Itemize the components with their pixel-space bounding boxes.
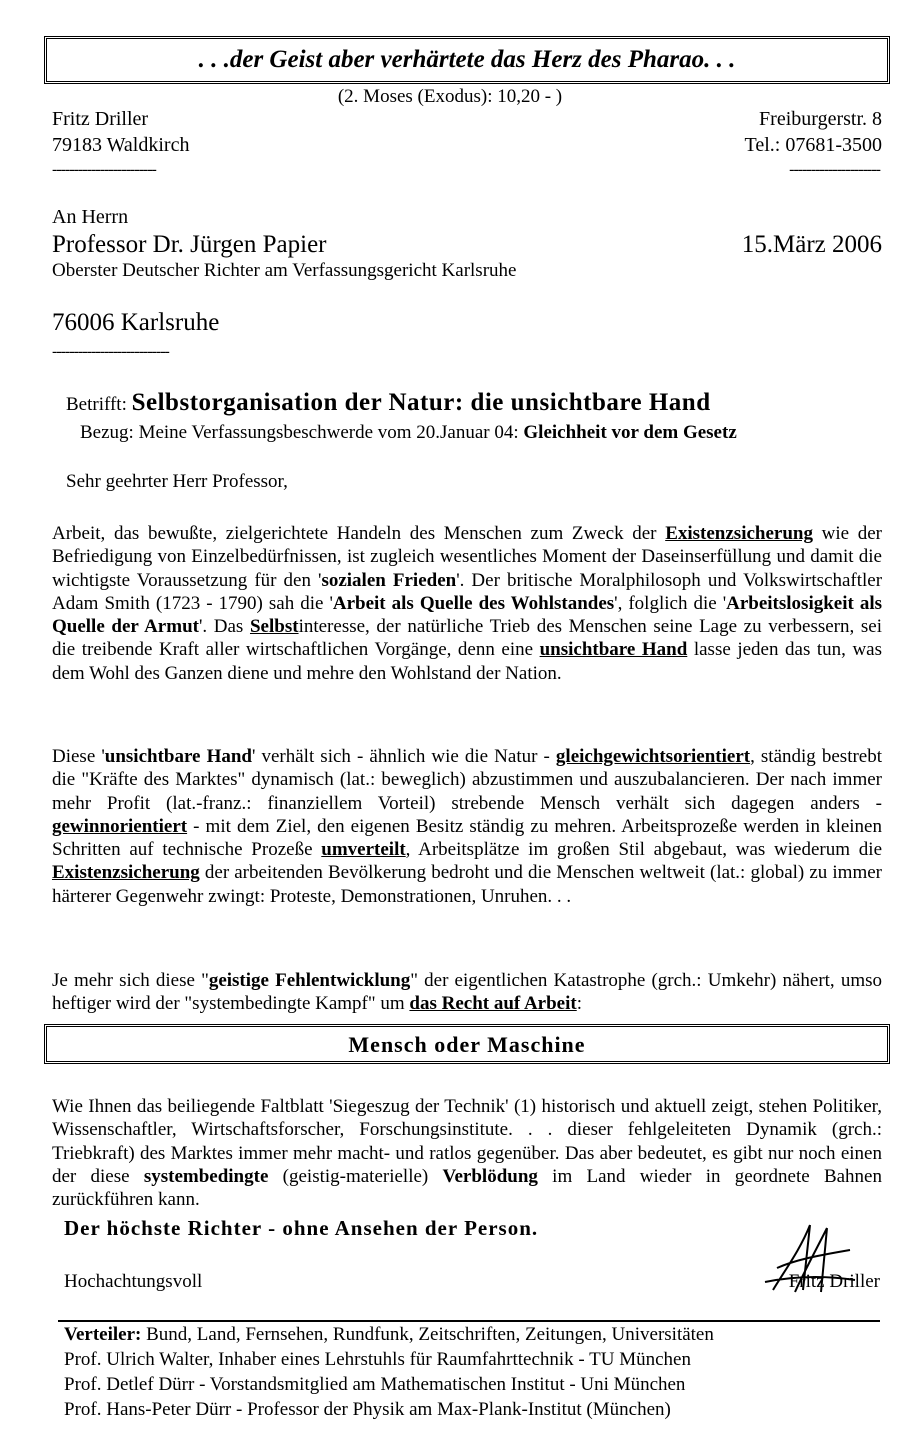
motto-box — [44, 36, 890, 84]
recipient-city: 76006 Karlsruhe — [52, 309, 220, 336]
distribution-line-3: Prof. Detlef Dürr - Vorstandsmitglied am Mathematischen Institut - Uni München — [64, 1374, 686, 1395]
reference-line — [80, 421, 737, 445]
distribution-line-2: Prof. Ulrich Walter, Inhaber eines Lehrstuhls für Raumfahrttechnik - TU München — [64, 1349, 691, 1370]
letter-date: 15.März 2006 — [741, 231, 882, 258]
subject-line — [66, 389, 711, 417]
signature-scribble — [755, 1220, 865, 1300]
paragraph-4: Wie Ihnen das beiliegende Faltblatt 'Siegeszug der Technik' (1) historisch und aktuell zeigt, stehen Politiker, Wissenschaftler, Wirtschaftsforscher, Forschungsinstitute. . . dieser fehlgeleiteten Dynamik (grch.: Triebkraft) des Marktes immer mehr macht- und ratlos gegenüber. Das aber bedeutet, es gibt nur noch einen der diese systembedingte (geistig-materielle) Verblödung im Land wieder in geordnete Bahnen zurückführen kann. — [52, 1096, 882, 1211]
section-box-title: Mensch oder Maschine — [348, 1032, 586, 1057]
greeting: Sehr geehrter Herr Professor, — [66, 471, 288, 492]
sender-street: Freiburgerstr. 8 — [759, 108, 882, 130]
section-box — [44, 1024, 890, 1064]
signature-name: Fritz Driller — [788, 1271, 880, 1292]
regards: Hochachtungsvoll — [64, 1271, 203, 1292]
distribution-line-4: Prof. Hans-Peter Dürr - Professor der Physik am Max-Plank-Institut (München) — [64, 1399, 671, 1420]
recipient-title: Oberster Deutscher Richter am Verfassungsgericht Karlsruhe — [52, 260, 517, 281]
paragraph-3: Je mehr sich diese "geistige Fehlentwicklung" der eigentlichen Katastrophe (grch.: Umkehr) nähert, umso heftiger wird der "systembedingte Kampf" um das Recht auf Arbeit: — [52, 970, 882, 1015]
recipient-salutation: An Herrn — [52, 206, 129, 228]
paragraph-1: Arbeit, das bewußte, zielgerichtete Handeln des Menschen zum Zweck der Existenzsicherung wie der Befriedigung von Einzelbedürfnissen, ist zugleich wesentliches Moment der Daseinserfüllung und damit die wichtigste Voraussetzung für den 'sozialen Frieden'. Der britische Moralphilosoph und Volkswirtschaftler Adam Smith (1723 - 1790) sah die 'Arbeit als Quelle des Wohlstandes', folglich die 'Arbeitslosigkeit als Quelle der Armut'. Das Selbstinteresse, der natürliche Trieb des Menschen seine Lage zu verbessern, sei die treibende Kraft aller wirtschaftlichen Vorgänge, denn eine unsichtbare Hand lasse jeden das tun, was dem Wohl des Ganzen diene und mehre den Wohlstand der Nation. — [52, 523, 883, 684]
subject-text: Selbstorganisation der Natur: die unsichtbare Hand — [131, 389, 711, 416]
reference-label: Bezug: Meine Verfassungsbeschwerde vom 20.Januar 04: — [80, 422, 524, 443]
subject-label: Betrifft: — [66, 394, 132, 415]
sender-divider: ------------------------ — [52, 161, 156, 178]
recipient-divider: --------------------------- — [52, 343, 169, 360]
closing-statement: Der höchste Richter - ohne Ansehen der Person. — [64, 1216, 539, 1240]
sender-divider-right: --------------------- — [789, 161, 880, 178]
sender-city: 79183 Waldkirch — [52, 134, 190, 156]
distribution-line-1: Verteiler: Bund, Land, Fernsehen, Rundfunk, Zeitschriften, Zeitungen, Universitäten — [64, 1324, 714, 1345]
paragraph-2: Diese 'unsichtbare Hand' verhält sich - ähnlich wie die Natur - gleichgewichtsorientiert, ständig bestrebt die "Kräfte des Marktes" dynamisch (lat.: beweglich) abzustimmen und auszubalancieren. Der nach immer mehr Profit (lat.-franz.: finanziellem Vorteil) strebende Mensch verhält sich dagegen anders - gewinnorientiert - mit dem Ziel, den eigenen Besitz ständig zu mehren. Arbeitsprozeße werden in kleinen Schritten auf technische Prozeße umverteilt, Arbeitsplätze im großen Stil abgebaut, was wiederum die Existenzsicherung der arbeitenden Bevölkerung bedroht und die Menschen weltweit (lat.: global) zu immer härterer Gegenwehr zwingt: Proteste, Demonstrationen, Unruhen. . . — [52, 746, 883, 907]
bible-citation: (2. Moses (Exodus): 10,20 - ) — [337, 86, 563, 107]
reference-bold: Gleichheit vor dem Gesetz — [523, 422, 737, 443]
distribution-label: Verteiler: — [64, 1324, 142, 1345]
sender-phone: Tel.: 07681-3500 — [744, 134, 882, 156]
sender-name: Fritz Driller — [52, 108, 149, 130]
recipient-name: Professor Dr. Jürgen Papier — [52, 231, 327, 258]
motto-text: . . .der Geist aber verhärtete das Herz des Pharao. . . — [198, 46, 736, 73]
